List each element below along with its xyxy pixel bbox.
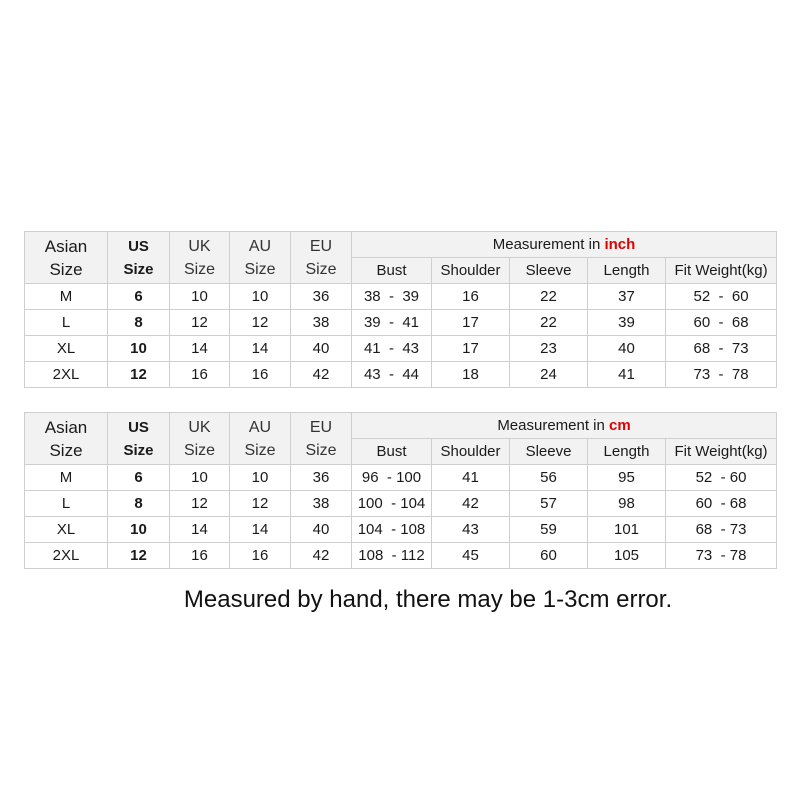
eu-size-header: EU Size	[291, 232, 352, 284]
us-size-cell: 12	[108, 362, 170, 388]
asian-size-cell: XL	[25, 517, 108, 543]
asian-size-cell: 2XL	[25, 543, 108, 569]
fit-weight-cell: 73 - 78	[666, 543, 777, 569]
sleeve-cell: 24	[510, 362, 588, 388]
measurement-header: Measurement in cm	[352, 413, 777, 439]
length-cell: 37	[588, 284, 666, 310]
asian-size-cell: L	[25, 310, 108, 336]
fit-weight-cell: 73 - 78	[666, 362, 777, 388]
eu-size-cell: 36	[291, 284, 352, 310]
uk-size-header: UK Size	[170, 232, 230, 284]
au-size-cell: 10	[230, 284, 291, 310]
eu-size-header: EU Size	[291, 413, 352, 465]
fit-weight-cell: 52 - 60	[666, 465, 777, 491]
sleeve-header: Sleeve	[510, 439, 588, 465]
au-size-cell: 12	[230, 491, 291, 517]
length-cell: 39	[588, 310, 666, 336]
table-body	[25, 284, 777, 388]
us-size-cell: 10	[108, 336, 170, 362]
shoulder-cell: 42	[432, 491, 510, 517]
table-row	[25, 284, 777, 310]
sleeve-cell: 22	[510, 310, 588, 336]
length-header: Length	[588, 439, 666, 465]
fit-weight-cell: 60 - 68	[666, 491, 777, 517]
shoulder-cell: 43	[432, 517, 510, 543]
length-header: Length	[588, 258, 666, 284]
length-cell: 101	[588, 517, 666, 543]
us-size-cell: 10	[108, 517, 170, 543]
size-table-cm	[24, 412, 777, 569]
asian-size-header: Asian Size	[25, 413, 108, 465]
shoulder-header: Shoulder	[432, 439, 510, 465]
measurement-note: Measured by hand, there may be 1-3cm error.	[183, 586, 673, 613]
bust-cell: 38 - 39	[352, 284, 432, 310]
length-cell: 98	[588, 491, 666, 517]
asian-size-cell: 2XL	[25, 362, 108, 388]
length-cell: 40	[588, 336, 666, 362]
fit-weight-cell: 68 - 73	[666, 517, 777, 543]
sleeve-cell: 56	[510, 465, 588, 491]
sleeve-cell: 57	[510, 491, 588, 517]
shoulder-header: Shoulder	[432, 258, 510, 284]
length-cell: 105	[588, 543, 666, 569]
fit-weight-cell: 68 - 73	[666, 336, 777, 362]
table-row	[25, 465, 777, 491]
measurement-header: Measurement in inch	[352, 232, 777, 258]
us-size-cell: 8	[108, 491, 170, 517]
bust-cell: 41 - 43	[352, 336, 432, 362]
eu-size-cell: 40	[291, 517, 352, 543]
au-size-cell: 16	[230, 543, 291, 569]
eu-size-cell: 42	[291, 362, 352, 388]
bust-cell: 100 - 104	[352, 491, 432, 517]
uk-size-cell: 16	[170, 362, 230, 388]
length-cell: 95	[588, 465, 666, 491]
au-size-header: AU Size	[230, 232, 291, 284]
eu-size-cell: 42	[291, 543, 352, 569]
shoulder-cell: 45	[432, 543, 510, 569]
sleeve-cell: 59	[510, 517, 588, 543]
uk-size-header: UK Size	[170, 413, 230, 465]
uk-size-cell: 16	[170, 543, 230, 569]
au-size-cell: 12	[230, 310, 291, 336]
bust-cell: 108 - 112	[352, 543, 432, 569]
table-body	[25, 465, 777, 569]
eu-size-cell: 40	[291, 336, 352, 362]
fit-weight-header: Fit Weight(kg)	[666, 258, 777, 284]
asian-size-header: Asian Size	[25, 232, 108, 284]
bust-cell: 104 - 108	[352, 517, 432, 543]
uk-size-cell: 12	[170, 491, 230, 517]
us-size-cell: 6	[108, 284, 170, 310]
au-size-cell: 16	[230, 362, 291, 388]
shoulder-cell: 18	[432, 362, 510, 388]
au-size-cell: 10	[230, 465, 291, 491]
shoulder-cell: 17	[432, 336, 510, 362]
asian-size-cell: L	[25, 491, 108, 517]
bust-cell: 43 - 44	[352, 362, 432, 388]
uk-size-cell: 12	[170, 310, 230, 336]
fit-weight-cell: 52 - 60	[666, 284, 777, 310]
sleeve-header: Sleeve	[510, 258, 588, 284]
au-size-cell: 14	[230, 517, 291, 543]
table-row	[25, 310, 777, 336]
uk-size-cell: 10	[170, 465, 230, 491]
fit-weight-cell: 60 - 68	[666, 310, 777, 336]
eu-size-cell: 36	[291, 465, 352, 491]
table-row	[25, 491, 777, 517]
fit-weight-header: Fit Weight(kg)	[666, 439, 777, 465]
uk-size-cell: 10	[170, 284, 230, 310]
au-size-cell: 14	[230, 336, 291, 362]
sleeve-cell: 22	[510, 284, 588, 310]
asian-size-cell: XL	[25, 336, 108, 362]
au-size-header: AU Size	[230, 413, 291, 465]
sleeve-cell: 60	[510, 543, 588, 569]
uk-size-cell: 14	[170, 517, 230, 543]
bust-cell: 39 - 41	[352, 310, 432, 336]
shoulder-cell: 16	[432, 284, 510, 310]
length-cell: 41	[588, 362, 666, 388]
table-row	[25, 362, 777, 388]
shoulder-cell: 17	[432, 310, 510, 336]
bust-cell: 96 - 100	[352, 465, 432, 491]
us-size-cell: 12	[108, 543, 170, 569]
eu-size-cell: 38	[291, 310, 352, 336]
size-table-inch	[24, 231, 777, 388]
us-size-header: US Size	[108, 232, 170, 284]
sleeve-cell: 23	[510, 336, 588, 362]
bust-header: Bust	[352, 439, 432, 465]
asian-size-cell: M	[25, 465, 108, 491]
unit-label: cm	[609, 417, 631, 434]
unit-label: inch	[604, 236, 636, 253]
asian-size-cell: M	[25, 284, 108, 310]
us-size-cell: 8	[108, 310, 170, 336]
table-row	[25, 543, 777, 569]
uk-size-cell: 14	[170, 336, 230, 362]
eu-size-cell: 38	[291, 491, 352, 517]
us-size-header: US Size	[108, 413, 170, 465]
us-size-cell: 6	[108, 465, 170, 491]
bust-header: Bust	[352, 258, 432, 284]
table-row	[25, 336, 777, 362]
shoulder-cell: 41	[432, 465, 510, 491]
table-row	[25, 517, 777, 543]
